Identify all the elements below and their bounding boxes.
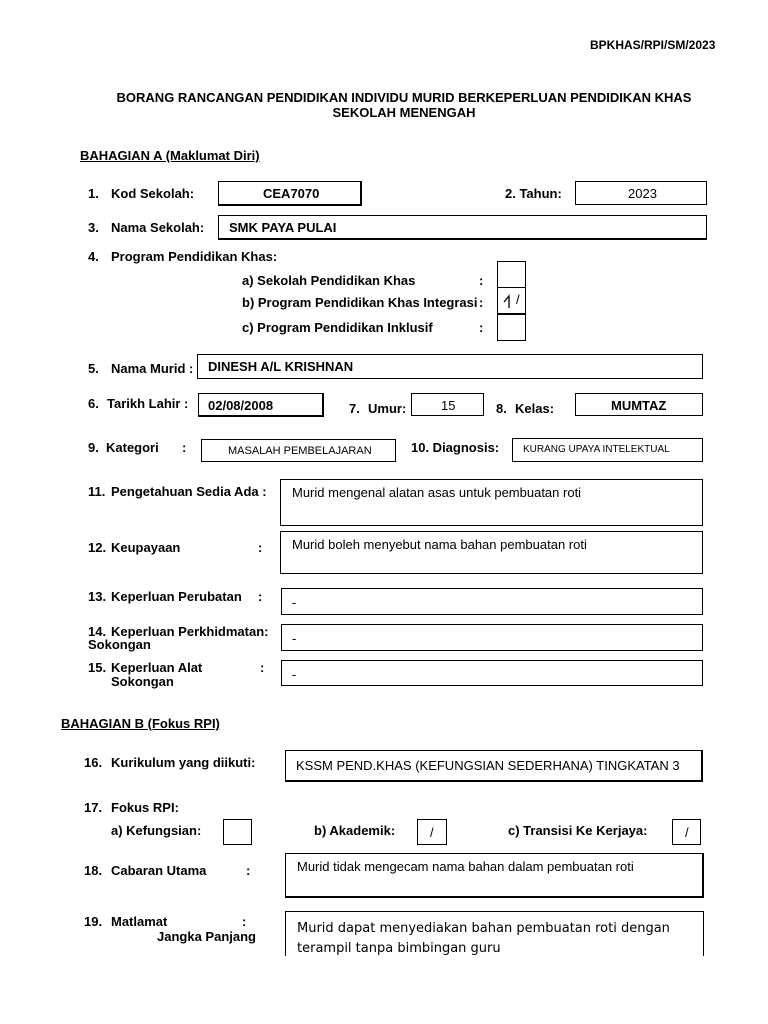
perubatan-value: - [292, 595, 297, 610]
item-number: 12. [88, 540, 107, 555]
diagnosis-label: 10. Diagnosis: [411, 440, 500, 455]
item-number: 14. [88, 624, 107, 639]
kefungsian-checkbox[interactable] [223, 819, 252, 845]
alat-colon: : [260, 660, 265, 675]
tahun-label: 2. Tahun: [505, 186, 562, 201]
item-number: 11. [88, 484, 106, 499]
kelas-label: Kelas: [515, 401, 555, 416]
transisi-checkbox[interactable] [672, 819, 701, 845]
matlamat-value-line2: terampil tanpa bimbingan guru [297, 941, 501, 956]
keupayaan-label: Keupayaan [111, 540, 181, 555]
pengetahuan-value: Murid mengenal alatan asas untuk pembuatan roti [292, 485, 582, 500]
kelas-field[interactable] [575, 393, 703, 416]
item-number: 6. [88, 396, 99, 411]
kategori-value: MASALAH PEMBELAJARAN [228, 445, 372, 457]
tahun-field[interactable] [575, 181, 707, 205]
alat-label-line1: Keperluan Alat [111, 660, 203, 675]
kategori-colon: : [182, 440, 187, 455]
akademik-checkbox[interactable] [417, 819, 447, 845]
matlamat-label-line2: Jangka Panjang [157, 929, 256, 944]
item-number: 1. [88, 186, 99, 201]
nama-murid-label: Nama Murid : [111, 361, 194, 376]
nama-sekolah-label: Nama Sekolah: [111, 220, 205, 235]
item-number: 5. [88, 361, 99, 376]
matlamat-label-line1: Matlamat [111, 914, 168, 929]
fokus-label: Fokus RPI: [111, 800, 179, 815]
program-option-b-mark: / [516, 292, 520, 307]
nama-murid-value: DINESH A/L KRISHNAN [208, 359, 354, 374]
keupayaan-colon: : [258, 540, 263, 555]
perkhidmatan-label-line2: Sokongan [88, 637, 151, 652]
item-number: 4. [88, 249, 99, 264]
program-option-a-checkbox[interactable] [497, 261, 526, 288]
program-option-b-label: b) Program Pendidikan Khas Integrasi [242, 295, 478, 310]
pengetahuan-label: Pengetahuan Sedia Ada : [111, 484, 267, 499]
kurikulum-value: KSSM PEND.KHAS (KEFUNGSIAN SEDERHANA) TINGKATAN 3 [296, 758, 680, 773]
alat-label-line2: Sokongan [111, 674, 174, 689]
perkhidmatan-label-line1: Keperluan Perkhidmatan: [111, 624, 269, 639]
program-option-b-colon: : [479, 295, 484, 310]
item-number: 19. [84, 914, 103, 929]
section-a-heading: BAHAGIAN A (Maklumat Diri) [80, 148, 260, 163]
item-number: 13. [88, 589, 107, 604]
program-option-a-label: a) Sekolah Pendidikan Khas [242, 273, 416, 288]
program-option-c-label: c) Program Pendidikan Inklusif [242, 320, 433, 335]
item-number: 8. [496, 401, 507, 416]
cabaran-label: Cabaran Utama [111, 863, 207, 878]
nama-sekolah-field[interactable] [218, 215, 707, 240]
program-option-c-checkbox[interactable] [497, 314, 526, 341]
item-number: 3. [88, 220, 99, 235]
tarikh-lahir-field[interactable] [198, 393, 324, 417]
kelas-value: MUMTAZ [611, 398, 667, 413]
form-title-line1: BORANG RANCANGAN PENDIDIKAN INDIVIDU MURID BERKEPERLUAN PENDIDIKAN KHAS [116, 90, 692, 105]
alat-field[interactable] [281, 660, 703, 686]
program-option-c-colon: : [479, 320, 484, 335]
kod-sekolah-value: CEA7070 [263, 186, 320, 201]
transisi-mark: / [685, 825, 689, 840]
tahun-value: 2023 [628, 186, 657, 201]
diagnosis-field[interactable] [512, 438, 703, 462]
umur-field[interactable] [411, 393, 484, 416]
transisi-label: c) Transisi Ke Kerjaya: [508, 823, 648, 838]
program-label: Program Pendidikan Khas: [111, 249, 278, 264]
program-option-b-checkbox[interactable] [497, 287, 526, 314]
section-b-heading: BAHAGIAN B (Fokus RPI) [61, 716, 220, 731]
item-number: 17. [84, 800, 103, 815]
umur-value: 15 [441, 398, 456, 413]
item-number: 18. [84, 863, 103, 878]
form-title-line2: SEKOLAH MENENGAH [332, 105, 476, 120]
matlamat-colon: : [242, 914, 247, 929]
perubatan-colon: : [258, 589, 263, 604]
item-number: 15. [88, 660, 107, 675]
kod-sekolah-label: Kod Sekolah: [111, 186, 195, 201]
perkhidmatan-field[interactable] [281, 624, 703, 651]
perubatan-field[interactable] [281, 588, 703, 615]
akademik-mark: / [430, 825, 434, 840]
item-number: 7. [349, 401, 360, 416]
kurikulum-label: Kurikulum yang diikuti: [111, 755, 256, 770]
kategori-label: Kategori [106, 440, 159, 455]
keupayaan-value: Murid boleh menyebut nama bahan pembuatan roti [292, 537, 587, 552]
akademik-label: b) Akademik: [314, 823, 396, 838]
matlamat-value-line1: Murid dapat menyediakan bahan pembuatan roti dengan [297, 921, 670, 936]
item-number: 16. [84, 755, 103, 770]
cabaran-colon: : [246, 863, 251, 878]
tarikh-lahir-value: 02/08/2008 [208, 398, 274, 413]
cabaran-field[interactable] [285, 853, 704, 898]
document-code: BPKHAS/RPI/SM/2023 [590, 38, 716, 52]
pengetahuan-field[interactable] [280, 479, 703, 526]
nama-sekolah-value: SMK PAYA PULAI [229, 220, 337, 235]
kategori-field[interactable] [201, 439, 396, 462]
handwritten-tick-icon [498, 288, 525, 313]
program-option-a-colon: : [479, 273, 484, 288]
keupayaan-field[interactable] [280, 531, 703, 574]
umur-label: Umur: [368, 401, 407, 416]
perubatan-label: Keperluan Perubatan [111, 589, 242, 604]
perkhidmatan-value: - [292, 631, 297, 646]
kefungsian-label: a) Kefungsian: [111, 823, 202, 838]
matlamat-field[interactable] [285, 911, 704, 956]
alat-value: - [292, 667, 297, 682]
tarikh-lahir-label: Tarikh Lahir : [107, 396, 189, 411]
kod-sekolah-field[interactable] [218, 181, 362, 206]
kurikulum-field[interactable] [285, 750, 703, 782]
diagnosis-value: KURANG UPAYA INTELEKTUAL [523, 444, 670, 455]
cabaran-value: Murid tidak mengecam nama bahan dalam pembuatan roti [297, 859, 634, 874]
nama-murid-field[interactable] [197, 354, 703, 379]
item-number: 9. [88, 440, 99, 455]
